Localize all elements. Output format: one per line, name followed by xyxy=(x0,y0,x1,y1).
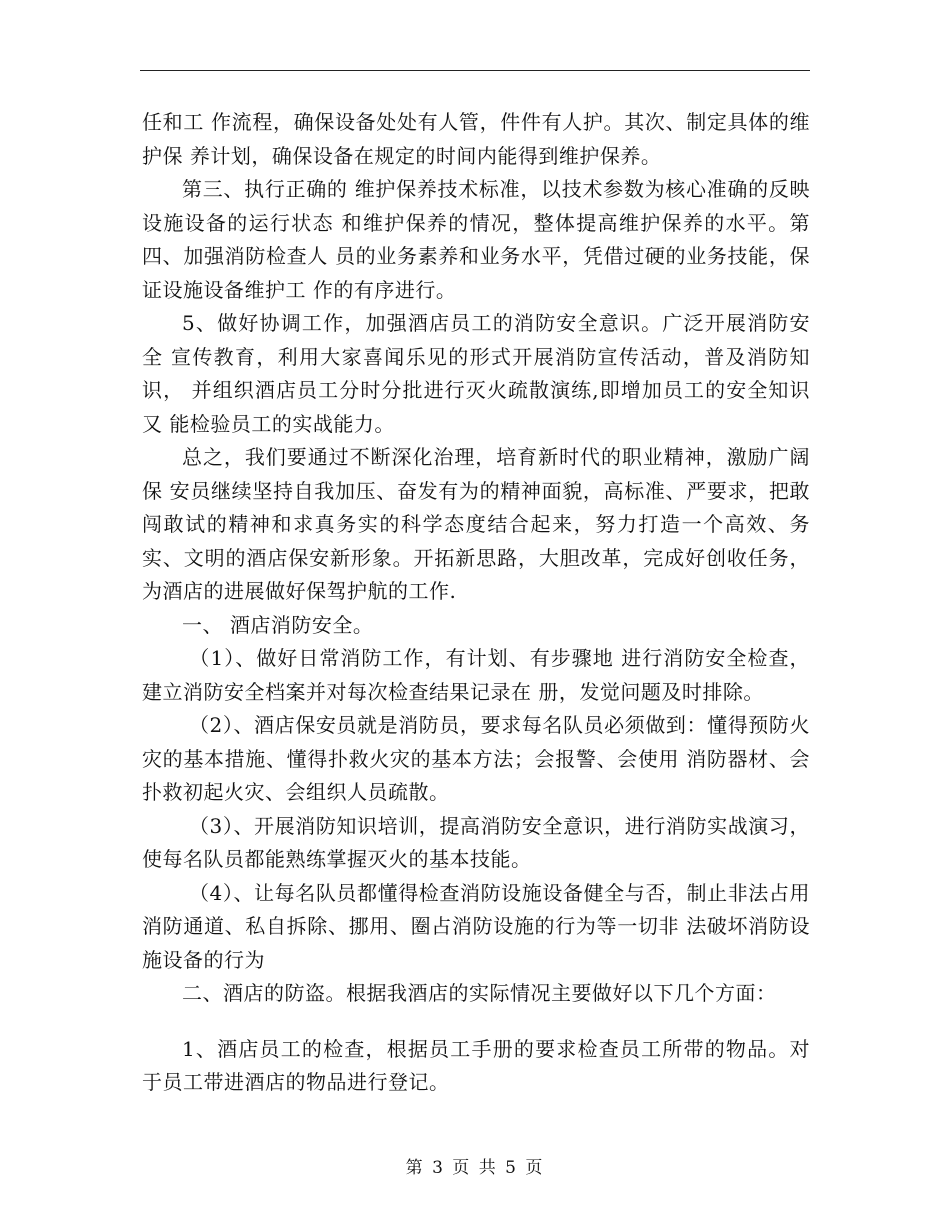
paragraph-2: 第三、执行正确的 维护保养技术标准，以技术参数为核心准确的反映设施设备的运行状态 和维护保养的情况，整体提高维护保养的水平。第四、加强消防检查人 员的业务素养和业务水平，凭借过硬的业务技能，保证设施设备维护工 作的有序进行。 xyxy=(142,177,810,302)
list-item-2: （2）、酒店保安员就是消防员，要求每名队员必须做到：懂得预防火灾的基本措施、懂得扑救火灾的基本方法；会报警、会使用 消防器材、会扑救初起火灾、会组织人员疏散。 xyxy=(142,713,810,804)
page-footer: 第 3 页 共 5 页 xyxy=(405,1158,545,1178)
section-heading-theft-prevention: 二、酒店的防盗。根据我酒店的实际情况主要做好以下几个方面： xyxy=(182,981,777,1005)
list-item-1: （1）、做好日常消防工作，有计划、有步骤地 进行消防安全检查，建立消防安全档案并对每次检查结果记录在 册，发觉问题及时排除。 xyxy=(142,646,811,704)
document-body xyxy=(142,106,817,1100)
paragraph-staff-inspection: 1、酒店员工的检查，根据员工手册的要求检查员工所带的物品。对于员工带进酒店的物品进行登记。 xyxy=(142,1036,810,1094)
header-rule xyxy=(140,70,810,71)
paragraph-1: 任和工 作流程，确保设备处处有人管，件件有人护。其次、制定具体的维护保 养计划，确保设备在规定的时间内能得到维护保养。 xyxy=(142,110,810,168)
list-item-4: （4）、让每名队员都懂得检查消防设施设备健全与否，制止非法占用消防通道、私自拆除、挪用、圈占消防设施的行为等一切非 法破坏消防设施设备的行为 xyxy=(142,880,810,972)
section-heading-fire-safety: 一、 酒店消防安全。 xyxy=(182,612,374,637)
paragraph-4: 总之，我们要通过不断深化治理，培育新时代的职业精神，激励广阔保 安员继续坚持自我加压、奋发有为的精神面貌，高标准、严要求，把敢 闯敢试的精神和求真务实的科学态度结合起来，努力打造一个高效、务 实、文明的酒店保安新形象。开拓新思路，大胆改革，完成好创收任务， 为酒店的进展做好保驾护航的工作. xyxy=(142,445,817,603)
list-item-3: （3）、开展消防知识培训，提高消防安全意识，进行消防实战演习，使每名队员都能熟练掌握灭火的基本技能。 xyxy=(142,813,810,871)
paragraph-3: 5、做好协调工作，加强酒店员工的消防安全意识。广泛开展消防安全 宣传教育，利用大家喜闻乐见的形式开展消防宣传活动，普及消防知识， 并组织酒店员工分时分批进行灭火疏散演练,即增加员工的安全知识又 能检验员工的实战能力。 xyxy=(142,311,810,436)
